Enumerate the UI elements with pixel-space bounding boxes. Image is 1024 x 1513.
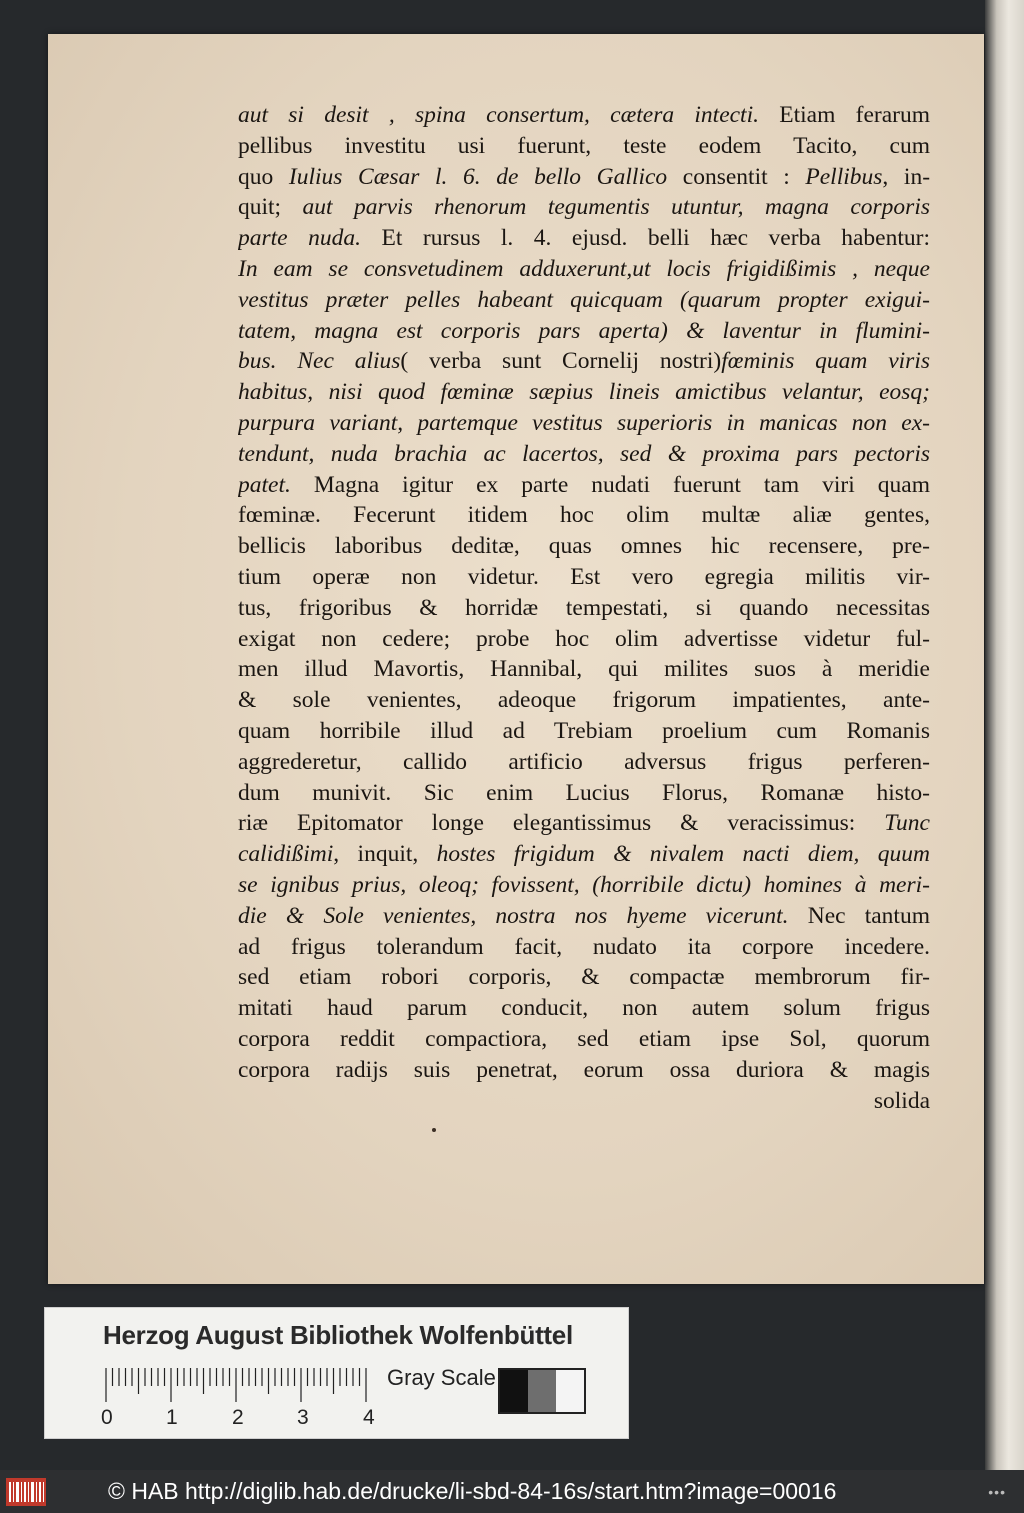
gray-scale-patches xyxy=(498,1368,586,1414)
italic-text-segment: Iulius Cæsar l. 6. de bello Gallico xyxy=(288,163,668,190)
text-line xyxy=(238,346,930,377)
italic-text-segment: patet. xyxy=(238,471,291,498)
text-line xyxy=(238,131,930,162)
text-segment: exigat non cedere; probe hoc olim advertisse videtur ful- xyxy=(238,625,930,652)
text-segment: corpora radijs suis penetrat, eorum ossa duriora & magis xyxy=(238,1056,930,1083)
text-line xyxy=(238,870,930,901)
text-segment: quam horribile illud ad Trebiam proelium cum Romanis xyxy=(238,717,930,744)
text-segment: Et rursus l. 4. ejusd. belli hæc verba habentur: xyxy=(361,225,930,252)
text-segment: ( verba sunt Cornelij nostri) xyxy=(400,348,722,375)
ruler-numbers xyxy=(101,1406,391,1432)
text-line xyxy=(238,1024,930,1055)
text-segment: tus, frigoribus & horridæ tempestati, si quando necessitas xyxy=(238,594,930,621)
text-line xyxy=(238,839,930,870)
text-line xyxy=(238,778,930,809)
text-line xyxy=(238,100,930,131)
text-segment: quit; xyxy=(238,194,303,221)
text-line xyxy=(238,377,930,408)
italic-text-segment: aut si desit , spina consertum, cætera intecti. xyxy=(238,102,759,128)
text-line xyxy=(238,932,930,963)
italic-text-segment: hostes frigidum & nivalem nacti diem, quum xyxy=(436,841,930,868)
italic-text-segment: parte nuda. xyxy=(238,225,361,252)
italic-text-segment: habitus, nisi quod fœminæ sæpius lineis amictibus velantur, eosq; xyxy=(238,379,930,406)
text-line xyxy=(238,593,930,624)
library-name: Herzog August Bibliothek Wolfenbüttel xyxy=(103,1320,573,1350)
text-segment: pellibus investitu usi fuerunt, teste eodem Tacito, cum xyxy=(238,132,930,159)
text-segment: aggrederetur, callido artificio adversus frigus perferen- xyxy=(238,748,930,775)
color-scale-card xyxy=(44,1307,629,1439)
text-line xyxy=(238,716,930,747)
text-line xyxy=(238,162,930,193)
italic-text-segment: tendunt, nuda brachia ac lacertos, sed & proxima pars pectoris xyxy=(238,440,930,467)
ruler-ticks xyxy=(105,1368,369,1404)
page-text-block xyxy=(238,100,930,1116)
text-line xyxy=(238,223,930,254)
ruler-number: 2 xyxy=(232,1406,244,1429)
gray-patch-light xyxy=(556,1370,584,1412)
text-segment: , inquit, xyxy=(333,841,437,868)
italic-text-segment: Pellibus xyxy=(805,163,883,190)
ruler-number: 3 xyxy=(297,1406,309,1429)
text-segment: consentit : xyxy=(667,163,806,190)
text-line xyxy=(238,316,930,347)
text-segment: mitati haud parum conducit, non autem solum frigus xyxy=(238,995,930,1022)
text-line xyxy=(238,500,930,531)
text-line xyxy=(238,624,930,655)
text-segment: tium operæ non videtur. Est vero egregia militis vir- xyxy=(238,563,930,590)
text-segment: ad frigus tolerandum facit, nudato ita corpore incedere. xyxy=(238,933,930,960)
text-segment: corpora reddit compactiora, sed etiam ipse Sol, quorum xyxy=(238,1025,930,1052)
text-line xyxy=(238,254,930,285)
text-line xyxy=(238,654,930,685)
text-segment: fœminæ. Fecerunt itidem hoc olim multæ aliæ gentes, xyxy=(238,502,930,529)
more-menu-icon[interactable]: ••• xyxy=(988,1484,1006,1500)
text-line xyxy=(238,408,930,439)
footer-bar xyxy=(0,1470,1024,1513)
italic-text-segment: se ignibus prius, oleoq; fovissent, (horribile dictu) homines à meri- xyxy=(238,871,930,898)
italic-text-segment: bus. Nec alius xyxy=(238,348,401,375)
italic-text-segment: calidißimi xyxy=(238,841,334,868)
ruler-number: 0 xyxy=(101,1406,113,1429)
next-page-edge xyxy=(985,0,1024,1470)
ruler-number: 1 xyxy=(166,1406,178,1429)
hab-barcode-logo-icon[interactable] xyxy=(6,1478,46,1506)
italic-text-segment: die & Sole venientes, nostra nos hyeme vicerunt. xyxy=(238,902,789,929)
text-segment: dum munivit. Sic enim Lucius Florus, Romanæ histo- xyxy=(238,779,930,806)
text-segment: solida xyxy=(873,1087,930,1114)
text-line xyxy=(238,285,930,316)
text-segment: quo xyxy=(238,163,289,190)
italic-text-segment: tatem, magna est corporis pars aperta) & laventur in flumini- xyxy=(238,317,930,344)
text-segment: men illud Mavortis, Hannibal, qui milites suos à meridie xyxy=(238,656,930,683)
ink-speck xyxy=(432,1128,436,1132)
text-line xyxy=(238,531,930,562)
text-line xyxy=(238,192,930,223)
italic-text-segment: Tunc xyxy=(884,810,930,837)
text-line xyxy=(238,1055,930,1086)
gray-scale-label: Gray Scale xyxy=(387,1365,496,1390)
measurement-ruler xyxy=(105,1368,369,1404)
gray-patch-dark xyxy=(500,1370,528,1412)
text-segment: , in- xyxy=(882,163,930,190)
italic-text-segment: vestitus præter pelles habeant quicquam (quarum propter exigui- xyxy=(238,286,930,313)
text-line xyxy=(238,808,930,839)
text-line xyxy=(238,439,930,470)
italic-text-segment: purpura variant, partemque vestitus superioris in manicas non ex- xyxy=(238,409,930,436)
copyright-link[interactable]: © HAB http://diglib.hab.de/drucke/li-sbd-84-16s/start.htm?image=00016 xyxy=(108,1478,837,1504)
gray-patch-mid xyxy=(528,1370,556,1412)
text-segment: riæ Epitomator longe elegantissimus & veracissimus: xyxy=(238,810,885,837)
text-segment: Magna igitur ex parte nudati fuerunt tam viri quam xyxy=(290,471,930,498)
ruler-number: 4 xyxy=(363,1406,375,1429)
italic-text-segment: In eam se consvetudinem adduxerunt,ut locis frigidißimis , neque xyxy=(238,255,930,282)
text-line xyxy=(238,1086,930,1117)
text-segment: sed etiam robori corporis, & compactæ membrorum fir- xyxy=(238,964,930,991)
text-segment: & sole venientes, adeoque frigorum impatientes, ante- xyxy=(238,687,930,714)
text-line xyxy=(238,993,930,1024)
text-segment: Etiam ferarum xyxy=(759,102,930,128)
text-line xyxy=(238,747,930,778)
text-line xyxy=(238,901,930,932)
text-line xyxy=(238,470,930,501)
text-segment: bellicis laboribus deditæ, quas omnes hic recensere, pre- xyxy=(238,533,930,560)
text-segment: Nec tantum xyxy=(788,902,930,929)
italic-text-segment: aut parvis rhenorum tegumentis utuntur, magna corporis xyxy=(302,194,930,221)
text-line xyxy=(238,562,930,593)
text-line xyxy=(238,962,930,993)
text-line xyxy=(238,685,930,716)
italic-text-segment: fœminis quam viris xyxy=(721,348,930,375)
